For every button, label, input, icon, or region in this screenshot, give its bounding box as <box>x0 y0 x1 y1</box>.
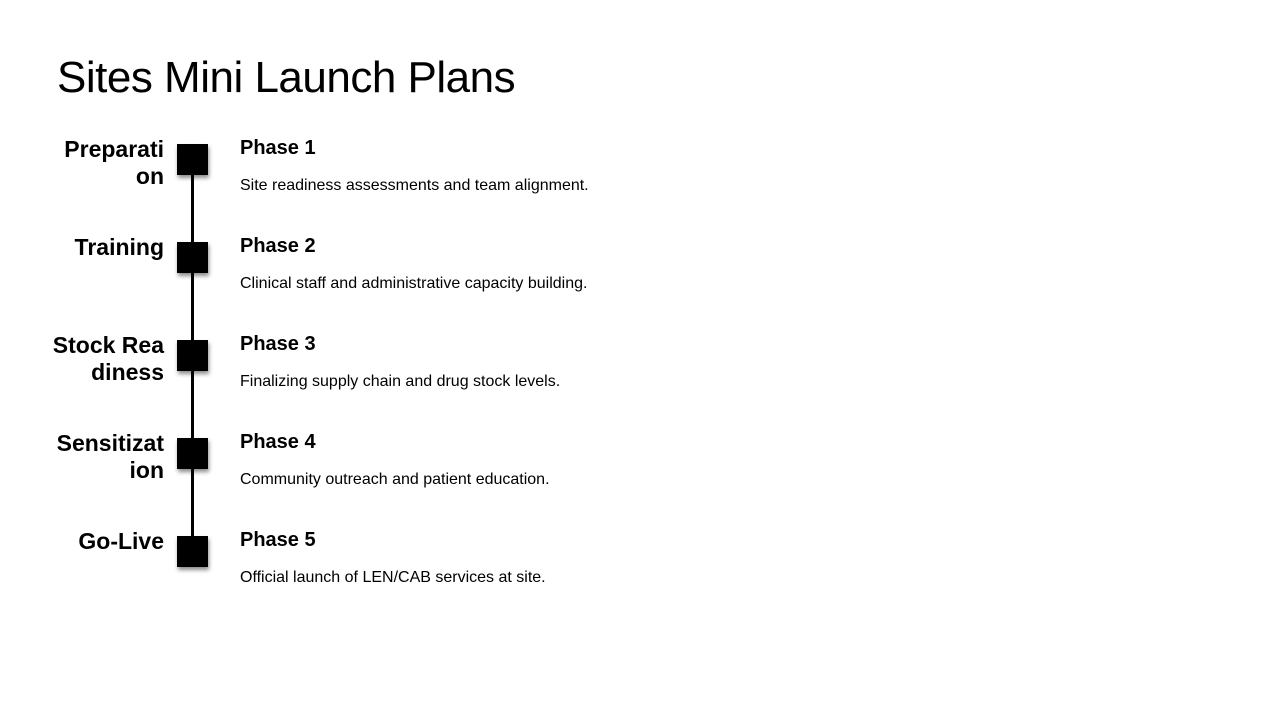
square-marker-icon <box>177 438 208 469</box>
step-description: Site readiness assessments and team alignment. <box>240 177 589 194</box>
step-label: Preparation <box>64 136 164 189</box>
step-description: Clinical staff and administrative capacity building. <box>240 275 588 292</box>
step-phase-title: Phase 5 <box>240 529 316 551</box>
square-marker-icon <box>177 340 208 371</box>
step-phase-title: Phase 3 <box>240 333 316 355</box>
square-marker-icon <box>177 144 208 175</box>
step-description: Official launch of LEN/CAB services at site. <box>240 569 546 586</box>
step-label: Sensitization <box>56 430 164 483</box>
square-marker-icon <box>177 536 208 567</box>
timeline-step-sensitization <box>0 430 1280 528</box>
step-label: Stock Readiness <box>52 332 164 385</box>
step-phase-title: Phase 4 <box>240 431 316 453</box>
step-phase-title: Phase 1 <box>240 137 316 159</box>
step-label: Go-Live <box>78 528 164 554</box>
timeline-step-go-live <box>0 528 1280 626</box>
step-description: Finalizing supply chain and drug stock levels. <box>240 373 561 390</box>
step-label: Training <box>74 234 164 260</box>
timeline-step-preparation <box>0 136 1280 234</box>
square-marker-icon <box>177 242 208 273</box>
timeline-step-stock-readiness <box>0 332 1280 430</box>
timeline-step-training <box>0 234 1280 332</box>
step-description: Community outreach and patient education. <box>240 471 550 488</box>
page-title: Sites Mini Launch Plans <box>57 53 516 102</box>
step-phase-title: Phase 2 <box>240 235 316 257</box>
